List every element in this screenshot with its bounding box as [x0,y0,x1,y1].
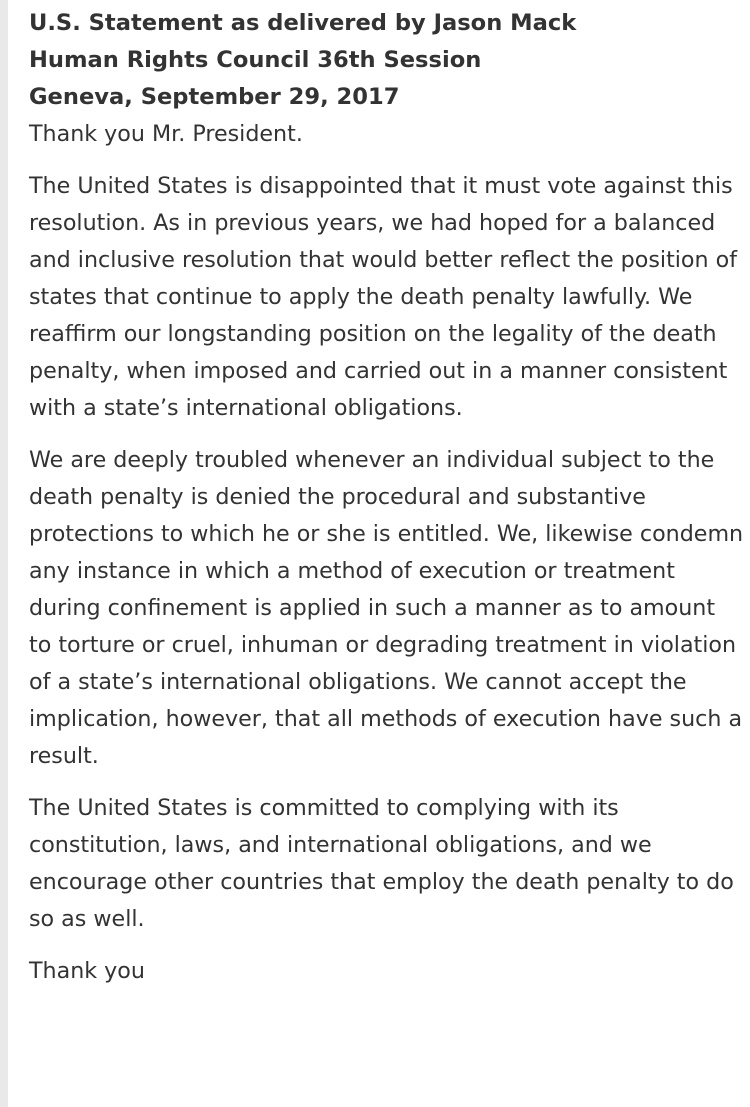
opening-line: Thank you Mr. President. [29,121,303,147]
paragraph-2: We are deeply troubled whenever an individual subject to the death penalty is denied the procedural and substantive protections to which he or she is entitled. We, likewise condemn any instance in which a method of execution or treatment during confinement is applied in such a manner as to amount to torture or cruel, inhuman or degrading treatment in violation of a state’s international obligations. We cannot accept the implication, however, that all methods of execution have such a result. [29,447,744,769]
closing-line: Thank you [29,958,145,984]
statement-title: U.S. Statement as delivered by Jason Mack [29,10,577,36]
paragraph-1: The United States is disappointed that it must vote against this resolution. As in previous years, we had hoped for a balanced and inclusive resolution that would better reflect the position of states that continue to apply the death penalty lawfully. We reaffirm our longstanding position on the legality of the death penalty, when imposed and carried out in a manner consistent with a state’s international obligations. [29,173,738,421]
session-line: Human Rights Council 36th Session [29,47,482,73]
session-heading [29,42,744,116]
left-margin-bar [0,0,8,1107]
statement-body [29,5,744,1005]
paragraph-3: The United States is committed to complying with its constitution, laws, and international obligations, and we encourage other countries that employ the death penalty to do so as well. [29,795,734,932]
location-date: Geneva, September 29, 2017 [29,84,400,110]
